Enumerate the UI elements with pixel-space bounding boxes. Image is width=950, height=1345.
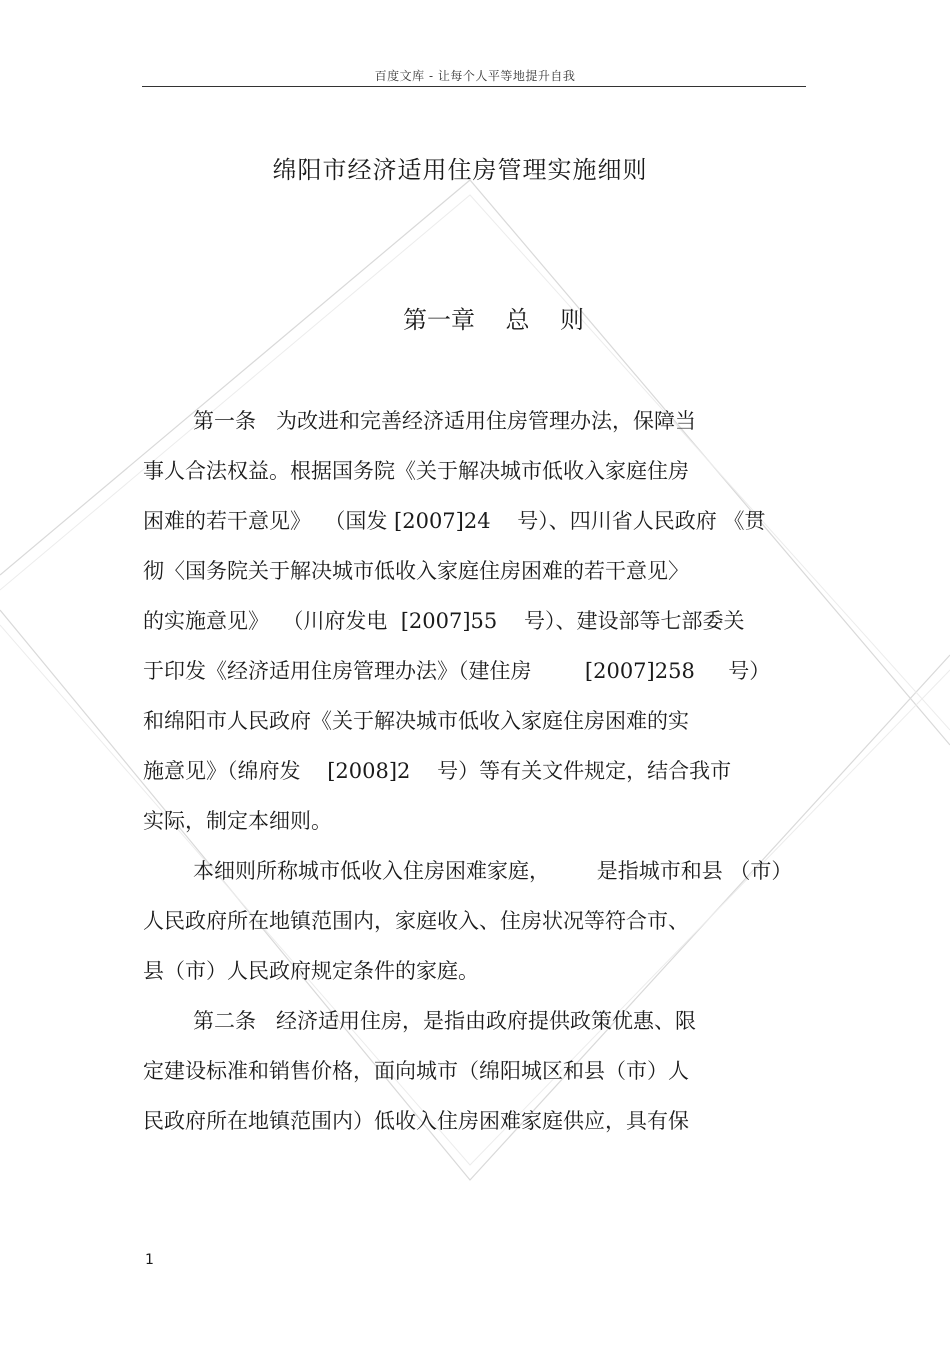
paragraph-line: 施意见》（绵府发 [2008]2 号）等有关文件规定，结合我市 <box>143 759 732 783</box>
paragraph-line: 困难的若干意见》 （国发 [2007]24 号）、四川省人民政府 《贯 <box>143 509 766 533</box>
header-divider <box>142 86 806 87</box>
paragraph-line: 于印发《经济适用住房管理办法》（建住房 [2007]258 号） <box>143 659 771 683</box>
paragraph-line: 事人合法权益。根据国务院《关于解决城市低收入家庭住房 <box>143 459 689 483</box>
paragraph-line: 第二条 经济适用住房，是指由政府提供政策优惠、限 <box>193 1009 697 1033</box>
paragraph-line: 本细则所称城市低收入住房困难家庭， 是指城市和县 （市） <box>193 859 793 883</box>
paragraph-line: 和绵阳市人民政府《关于解决城市低收入家庭住房困难的实 <box>143 709 689 733</box>
paragraph-line: 的实施意见》 （川府发电 [2007]55 号）、建设部等七部委关 <box>143 609 745 633</box>
paragraph-line: 定建设标准和销售价格，面向城市（绵阳城区和县（市）人 <box>143 1059 689 1083</box>
paragraph-line: 实际，制定本细则。 <box>143 809 332 833</box>
paragraph-line: 民政府所在地镇范围内）低收入住房困难家庭供应，具有保 <box>143 1109 689 1133</box>
document-title: 绵阳市经济适用住房管理实施细则 <box>272 156 648 184</box>
header-text: 百度文库 - 让每个人平等地提升自我 <box>374 69 576 83</box>
chapter-heading: 第一章 总 则 <box>403 306 585 334</box>
paragraph-line: 彻〈国务院关于解决城市低收入家庭住房困难的若干意见〉 <box>143 559 689 583</box>
paragraph-line: 县（市）人民政府规定条件的家庭。 <box>143 959 479 983</box>
page-number: 1 <box>145 1252 154 1268</box>
paragraph-line: 第一条 为改进和完善经济适用住房管理办法，保障当 <box>193 409 697 433</box>
paragraph-line: 人民政府所在地镇范围内，家庭收入、住房状况等符合市、 <box>143 909 689 933</box>
